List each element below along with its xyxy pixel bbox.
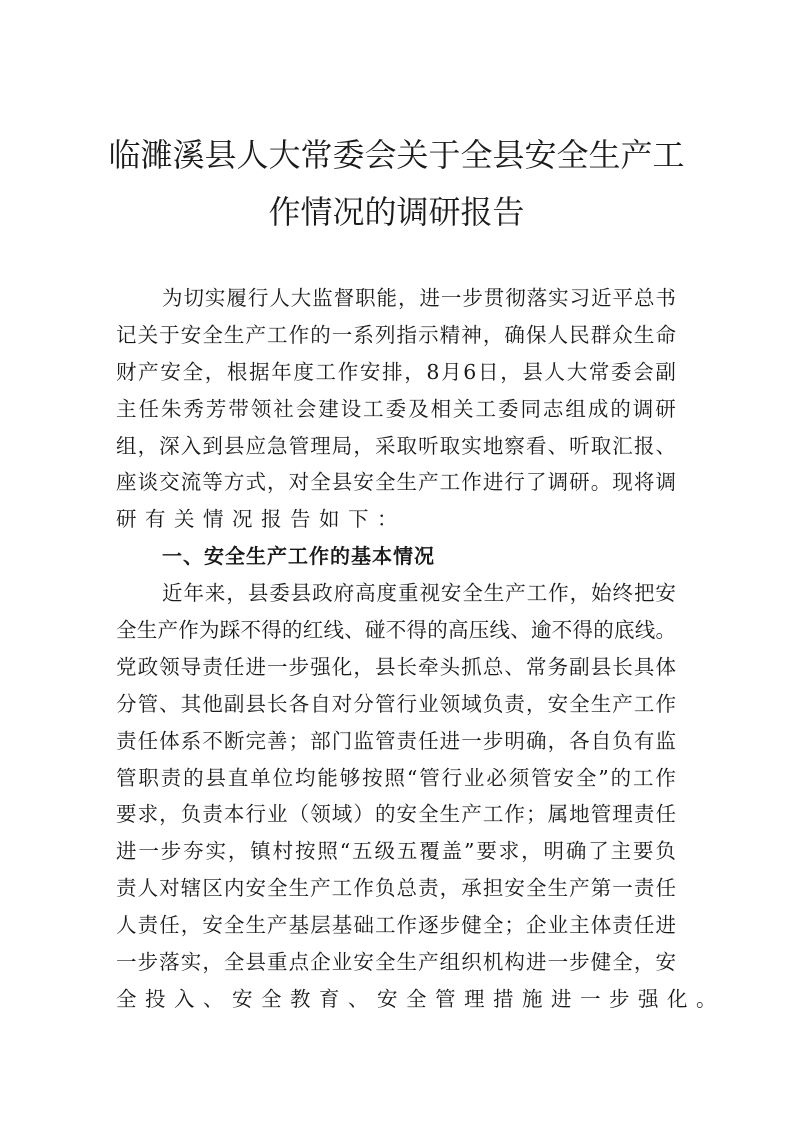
text-line: 责 人 对 辖 区 内 安 全 生 产 工 作 负 总 责 ， 承 担 安 全 生 产 第 一 责 任 bbox=[116, 876, 676, 901]
text-line: 全投入、安全教育、安全管理措施进一步强化。 bbox=[116, 986, 725, 1011]
text-line: 全 生 产 作 为 踩 不 得 的 红 线 、 碰 不 得 的 高 压 线 、 逾 不 得 的 底 线 。 bbox=[116, 618, 676, 643]
document-title-line-2: 作情况的调研报告 bbox=[268, 193, 525, 231]
text-line: 研有关情况报告如下： bbox=[116, 507, 406, 532]
text-line: 记 关 于 安 全 生 产 工 作 的 一 系 列 指 示 精 神 ， 确 保 人 民 群 众 生 命 bbox=[116, 322, 676, 347]
intro-paragraph bbox=[116, 280, 676, 538]
text-line: 为 切 实 履 行 人 大 监 督 职 能 ， 进 一 步 贯 彻 落 实 习 近 平 总 书 bbox=[162, 286, 676, 310]
document-body bbox=[116, 280, 725, 1018]
text-line: 要 求 ， 负 责 本 行 业 （ 领 域 ） 的 安 全 生 产 工 作 ； 属 地 管 理 责 任 bbox=[116, 802, 676, 827]
text-line: 主 任 朱 秀 芳 带 领 社 会 建 设 工 委 及 相 关 工 委 同 志 组 成 的 调 研 bbox=[116, 396, 676, 421]
text-line: 近 年 来 ， 县 委 县 政 府 高 度 重 视 安 全 生 产 工 作 ， 始 终 把 安 bbox=[162, 581, 676, 606]
section-paragraph bbox=[116, 575, 725, 1018]
text-line: 进 一 步 夯 实 ， 镇 村 按 照 “ 五 级 五 覆 盖 ” 要 求 ， 明 确 了 主 要 负 bbox=[116, 839, 676, 864]
document-title-line-1: 临濉溪县人大常委会关于全县安全生产工 bbox=[108, 136, 685, 174]
text-line: 财 产 安 全 ， 根 据 年 度 工 作 安 排 ， 8 月 6 日 ， 县 人 大 常 委 会 副 bbox=[116, 359, 676, 384]
text-line: 座 谈 交 流 等 方 式 ， 对 全 县 安 全 生 产 工 作 进 行 了 调 研 。 现 将 调 bbox=[116, 470, 676, 495]
text-line: 分 管 、 其 他 副 县 长 各 自 对 分 管 行 业 领 域 负 责 ， 安 全 生 产 工 作 bbox=[116, 691, 676, 716]
text-line: 人 责 任 ， 安 全 生 产 基 层 基 础 工 作 逐 步 健 全 ； 企 业 主 体 责 任 进 bbox=[116, 913, 676, 938]
section-heading: 一、安全生产工作的基本情况 bbox=[162, 544, 435, 569]
text-line: 责 任 体 系 不 断 完 善 ； 部 门 监 管 责 任 进 一 步 明 确 ， 各 自 负 有 监 bbox=[116, 728, 676, 753]
text-line: 一 步 落 实 ， 全 县 重 点 企 业 安 全 生 产 组 织 机 构 进 一 步 健 全 ， 安 bbox=[116, 950, 676, 975]
text-line: 管 职 责 的 县 直 单 位 均 能 够 按 照 “ 管 行 业 必 须 管 安 全 ” 的 工 作 bbox=[116, 765, 676, 790]
text-line: 党 政 领 导 责 任 进 一 步 强 化 ， 县 长 牵 头 抓 总 、 常 务 副 县 长 具 体 bbox=[116, 654, 676, 679]
text-line: 组 ， 深 入 到 县 应 急 管 理 局 ， 采 取 听 取 实 地 察 看 、 听 取 汇 报 、 bbox=[116, 433, 676, 458]
